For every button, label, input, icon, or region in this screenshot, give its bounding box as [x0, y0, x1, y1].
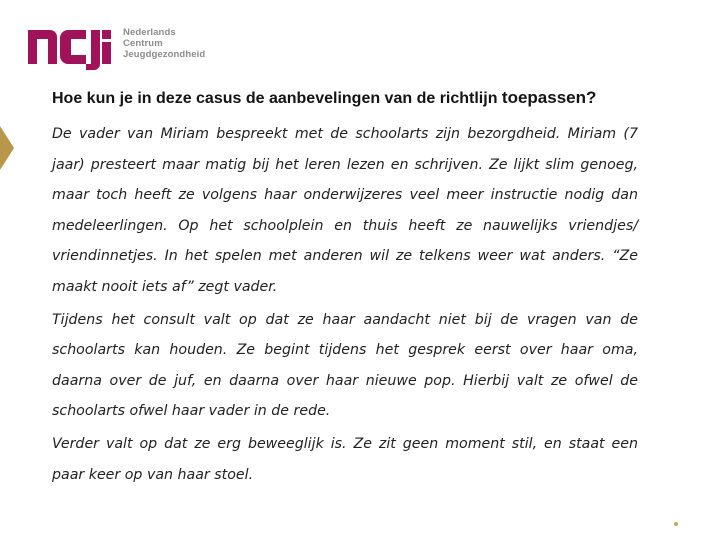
question-prefix: Hoe kun je in deze casus de aanbevelingen van de richtlijn — [52, 90, 502, 107]
corner-dot-decoration — [674, 522, 678, 526]
ncj-logo-mark — [28, 26, 116, 70]
logo-line-3: Jeugdgezondheid — [123, 49, 206, 60]
logo-line-2: Centrum — [123, 38, 163, 49]
question-heading — [52, 88, 672, 108]
paragraph-1: De vader van Miriam bespreekt met de schoolarts zijn bezorgdheid. Miriam (7 jaar) presteert maar matig bij het leren lezen en schrijven. Ze lijkt slim genoeg, maar toch heeft ze volgens haar onderwijzeres veel meer instructie nodig dan medeleerlingen. Op het schoolplein en thuis heeft ze nauwelijks vriendjes/ vriendinnetjes. In het spelen met anderen wil ze telkens weer wat anders. “Ze maakt nooit iets af” zegt vader. — [52, 126, 638, 295]
logo-wordmark — [123, 27, 205, 60]
paragraph-2: Tijdens het consult valt op dat ze haar aandacht niet bij de vragen van de schoolarts kan houden. Ze begint tijdens het gesprek eerst over haar oma, daarna over de juf, en daarna over haar nieuwe pop. Hierbij valt ze ofwel de schoolarts ofwel haar vader in de rede. — [52, 311, 638, 420]
ncj-logo — [28, 26, 205, 70]
paragraph-3: Verder valt op dat ze erg beweeglijk is. Ze zit geen moment stil, en staat een paar keer op van haar stoel. — [52, 435, 638, 483]
slide-marker-arrow-icon — [0, 126, 14, 170]
case-description — [52, 119, 638, 492]
logo-line-1: Nederlands — [123, 27, 176, 38]
question-emphasis: toepassen? — [501, 88, 597, 107]
